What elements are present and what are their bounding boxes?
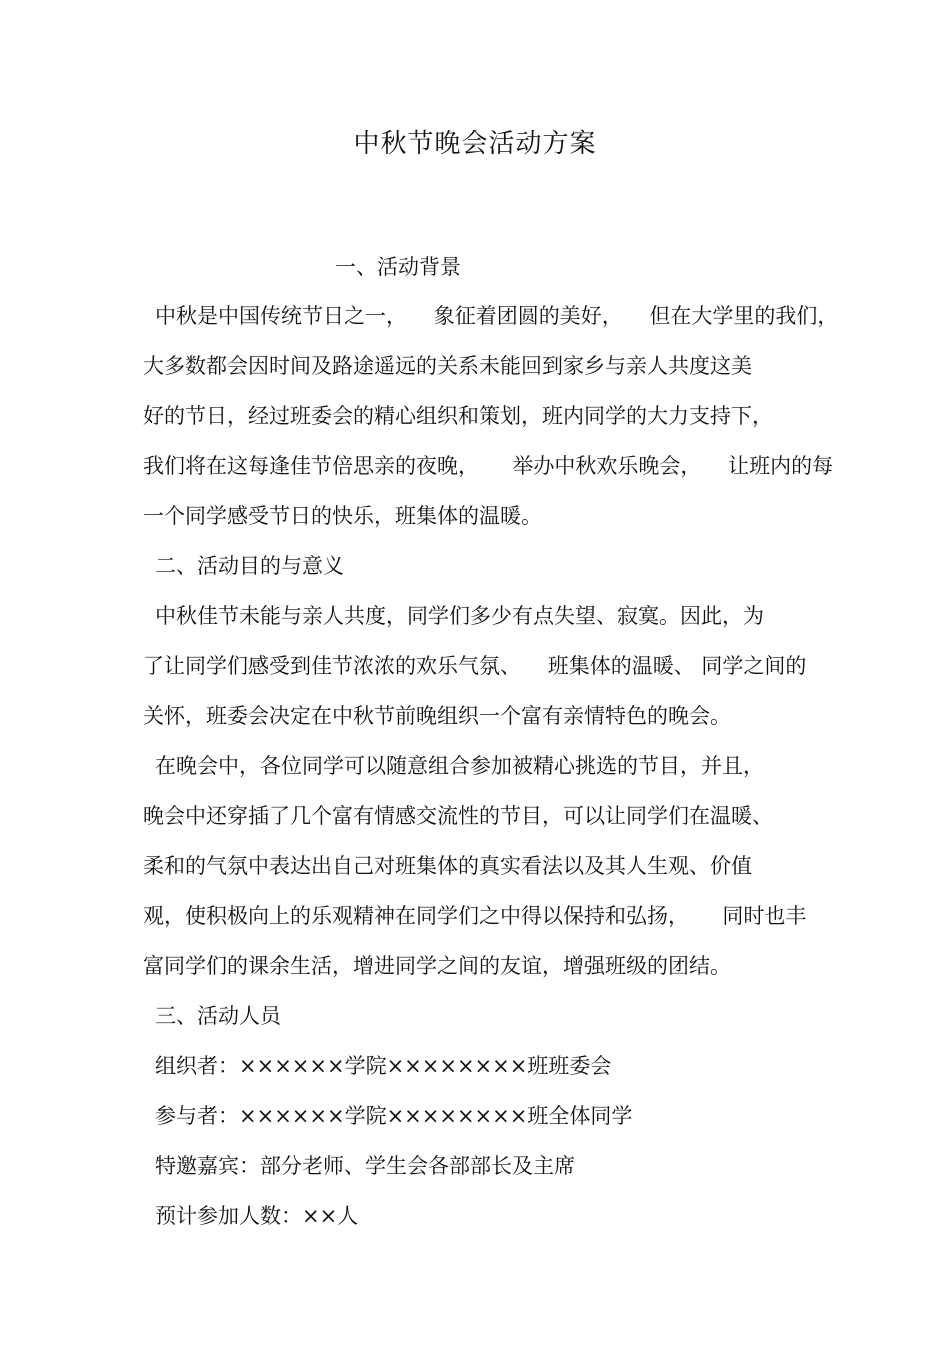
paragraph-line: 观，使积极向上的乐观精神在同学们之中得以保持和弘扬， 同时也丰 — [143, 904, 807, 928]
paragraph-line: 富同学们的课余生活，增进同学之间的友谊，增强班级的团结。 — [143, 954, 731, 978]
list-item: 组织者：××××××学院××××××××班班委会 — [155, 1054, 612, 1078]
paragraph-line: 在晚会中，各位同学可以随意组合参加被精心挑选的节目，并且， — [155, 754, 764, 778]
paragraph-line: 中秋佳节未能与亲人共度，同学们多少有点失望、寂寞。因此，为 — [155, 604, 764, 628]
paragraph-line: 一个同学感受节日的快乐，班集体的温暖。 — [143, 504, 542, 528]
paragraph-line: 柔和的气氛中表达出自己对班集体的真实看法以及其人生观、价值 — [143, 854, 752, 878]
paragraph-line: 我们将在这每逢佳节倍思亲的夜晚， 举办中秋欢乐晚会， 让班内的每 — [143, 454, 834, 478]
document-title: 中秋节晚会活动方案 — [353, 129, 597, 159]
section-heading-personnel: 三、活动人员 — [155, 1004, 281, 1028]
paragraph-line: 了让同学们感受到佳节浓浓的欢乐气氛、 班集体的温暖、 同学之间的 — [143, 654, 807, 678]
section-heading-background: 一、活动背景 — [335, 255, 461, 279]
paragraph-line: 关怀，班委会决定在中秋节前晚组织一个富有亲情特色的晚会。 — [143, 704, 731, 728]
paragraph-line: 大多数都会因时间及路途遥远的关系未能回到家乡与亲人共度这美 — [143, 354, 752, 378]
list-item: 预计参加人数：××人 — [155, 1204, 359, 1228]
list-item: 特邀嘉宾：部分老师、学生会各部部长及主席 — [155, 1154, 575, 1178]
paragraph-line: 好的节日，经过班委会的精心组织和策划，班内同学的大力支持下， — [143, 404, 773, 428]
paragraph-line: 中秋是中国传统节日之一， 象征着团圆的美好， 但在大学里的我们， — [155, 304, 839, 328]
list-item: 参与者：××××××学院××××××××班全体同学 — [155, 1104, 633, 1128]
paragraph-line: 晚会中还穿插了几个富有情感交流性的节目，可以让同学们在温暖、 — [143, 804, 773, 828]
section-heading-purpose: 二、活动目的与意义 — [155, 554, 344, 578]
